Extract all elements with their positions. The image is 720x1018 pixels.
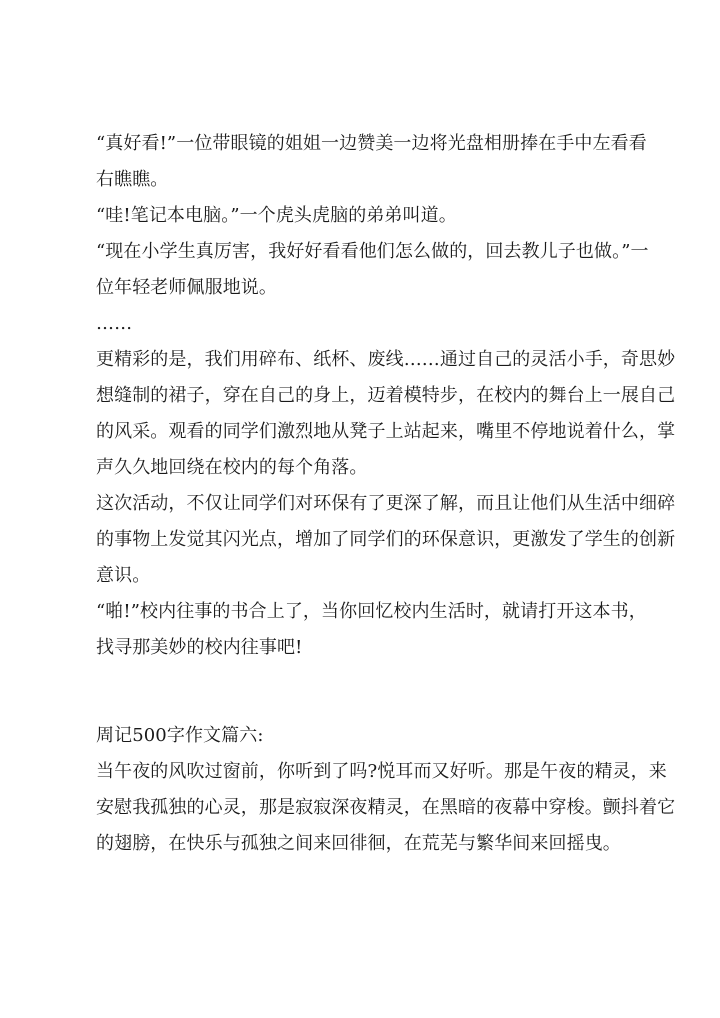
paragraph-1	[96, 126, 647, 198]
text-line: “哇!笔记本电脑。”一个虎头虎脑的弟弟叫道。	[96, 205, 457, 226]
paragraph-7	[96, 754, 676, 862]
text-line: 找寻那美妙的校内往事吧!	[96, 637, 303, 658]
text-line: 右瞧瞧。	[96, 169, 169, 190]
paragraph-2	[96, 198, 636, 234]
paragraph-6	[96, 594, 647, 666]
text-line: “现在小学生真厉害，我好好看看他们怎么做的，回去教儿子也做。”一	[96, 241, 649, 262]
text-line: 位年轻老师佩服地说。	[96, 277, 277, 298]
text-line: 想缝制的裙子，穿在自己的身上，迈着模特步，在校内的舞台上一展自己	[96, 385, 676, 406]
paragraph-ellipsis	[96, 306, 636, 342]
paragraph-3	[96, 234, 649, 306]
text-line: “啪!”校内往事的书合上了，当你回忆校内生活时，就请打开这本书，	[96, 601, 647, 622]
paragraph-4	[96, 342, 676, 486]
text-line: 的事物上发觉其闪光点，增加了同学们的环保意识，更激发了学生的创新	[96, 529, 676, 550]
text-line: 更精彩的是，我们用碎布、纸杯、废线……通过自己的灵活小手，奇思妙	[96, 349, 676, 370]
text-line: 声久久地回绕在校内的每个角落。	[96, 457, 368, 478]
text-line: 意识。	[96, 565, 151, 586]
text-line: 的翅膀，在快乐与孤独之间来回徘徊，在荒芜与繁华间来回摇曳。	[96, 833, 621, 854]
text-line: “真好看!”一位带眼镜的姐姐一边赞美一边将光盘相册捧在手中左看看	[96, 133, 647, 154]
paragraph-5	[96, 486, 676, 594]
text-line: 当午夜的风吹过窗前，你听到了吗?悦耳而又好听。那是午夜的精灵，来	[96, 761, 667, 782]
blank-line	[96, 666, 636, 702]
text-line: 安慰我孤独的心灵，那是寂寂深夜精灵，在黑暗的夜幕中穿梭。颤抖着它	[96, 797, 676, 818]
text-line: ……	[96, 313, 133, 334]
text-line: 的风采。观看的同学们激烈地从凳子上站起来，嘴里不停地说着什么，掌	[96, 421, 676, 442]
text-line: 这次活动，不仅让同学们对环保有了更深了解，而且让他们从生活中细碎	[96, 493, 676, 514]
section-heading: 周记500字作文篇六:	[96, 725, 264, 746]
document-page	[96, 126, 676, 862]
